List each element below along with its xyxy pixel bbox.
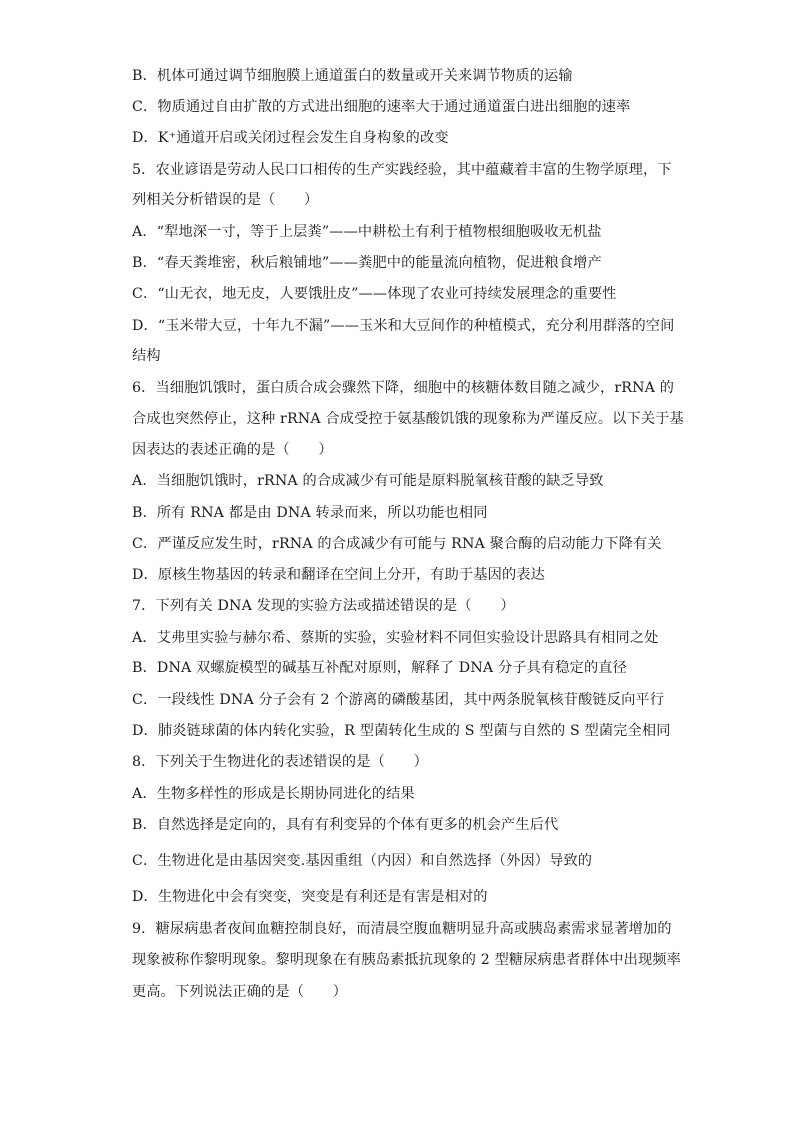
option-8b: B．自然选择是定向的，具有有利变异的个体有更多的机会产生后代 — [132, 817, 559, 833]
question-9-stem-line-3: 更高。下列说法正确的是（ ） — [132, 984, 348, 1000]
option-5c: C．“山无衣，地无皮，人要饿肚皮”——体现了农业可持续发展理念的重要性 — [132, 286, 617, 302]
option-4d: D．K⁺通道开启或关闭过程会发生自身构象的改变 — [132, 130, 449, 146]
option-4c: C．物质通过自由扩散的方式进出细胞的速率大于通过通道蛋白进出细胞的速率 — [132, 99, 631, 115]
question-7-stem: 7．下列有关 DNA 发现的实验方法或描述错误的是（ ） — [132, 598, 515, 614]
question-9-stem-line-1: 9．糖尿病患者夜间血糖控制良好，而清晨空腹血糖明显升高或胰岛素需求显著增加的 — [132, 921, 672, 937]
question-6-stem-line-2: 合成也突然停止，这种 rRNA 合成受控于氨基酸饥饿的现象称为严谨反应。以下关于基 — [132, 411, 684, 427]
question-6-stem-line-1: 6．当细胞饥饿时，蛋白质合成会骤然下降，细胞中的核糖体数目随之减少，rRNA 的 — [132, 380, 675, 396]
option-4b: B．机体可通过调节细胞膜上通道蛋白的数量或开关来调节物质的运输 — [132, 68, 573, 84]
option-7d: D．肺炎链球菌的体内转化实验，R 型菌转化生成的 S 型菌与自然的 S 型菌完全相同 — [132, 723, 671, 739]
option-7a: A．艾弗里实验与赫尔希、蔡斯的实验，实验材料不同但实验设计思路具有相同之处 — [132, 630, 659, 646]
option-5d-line-2: 结构 — [132, 348, 161, 364]
question-9-stem-line-2: 现象被称作黎明现象。黎明现象在有胰岛素抵抗现象的 2 型糖尿病患者群体中出现频率 — [132, 952, 681, 968]
option-6d: D．原核生物基因的转录和翻译在空间上分开，有助于基因的表达 — [132, 567, 545, 583]
option-5a: A．“犁地深一寸，等于上层粪”——中耕松土有利于植物根细胞吸收无机盐 — [132, 224, 602, 240]
option-6c: C．严谨反应发生时，rRNA 的合成减少有可能与 RNA 聚合酶的启动能力下降有关 — [132, 536, 662, 552]
option-8d: D．生物进化中会有突变，突变是有利还是有害是相对的 — [132, 889, 488, 905]
question-8-stem: 8．下列关于生物进化的表述错误的是（ ） — [132, 754, 428, 770]
option-5d-line-1: D．“玉米带大豆，十年九不漏”——玉米和大豆间作的种植模式，充分利用群落的空间 — [132, 318, 675, 334]
question-6-stem-line-3: 因表达的表述正确的是（ ） — [132, 442, 333, 458]
option-7b: B．DNA 双螺旋模型的碱基互补配对原则，解释了 DNA 分子具有稳定的直径 — [132, 660, 627, 676]
question-5-stem-line-1: 5．农业谚语是劳动人民口口相传的生产实践经验，其中蕴藏着丰富的生物学原理，下 — [132, 162, 672, 178]
option-8c: C．生物进化是由基因突变.基因重组（内因）和自然选择（外因）导致的 — [132, 853, 593, 869]
option-8a: A．生物多样性的形成是长期协同进化的结果 — [132, 786, 415, 802]
option-5b: B．“春天粪堆密，秋后粮铺地”——粪肥中的能量流向植物，促进粮食增产 — [132, 255, 602, 271]
option-6a: A．当细胞饥饿时，rRNA 的合成减少有可能是原料脱氧核苷酸的缺乏导致 — [132, 473, 604, 489]
question-5-stem-line-2: 列相关分析错误的是（ ） — [132, 192, 319, 208]
option-6b: B．所有 RNA 都是由 DNA 转录而来，所以功能也相同 — [132, 505, 488, 521]
option-7c: C．一段线性 DNA 分子会有 2 个游离的磷酸基团，其中两条脱氧核苷酸链反向平行 — [132, 692, 665, 708]
